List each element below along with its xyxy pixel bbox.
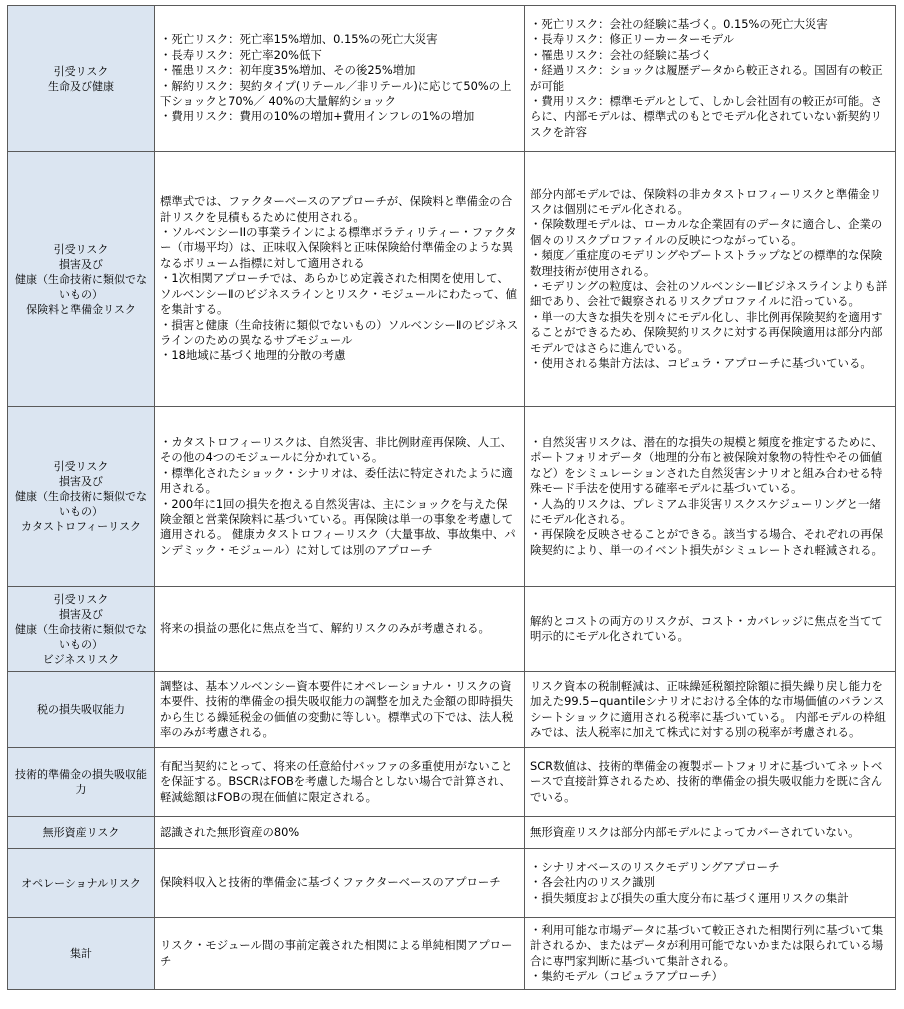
row-header-cell xyxy=(8,817,155,849)
internal-model-cell xyxy=(525,918,896,990)
standard-formula-line: 調整は、基本ソルベンシー資本要件にオペレーショナル・リスクの資本要件、技術的準備金の損失吸収能力の調整を加えた金額の即時損失から生じる繰延税金の価値の変動に等しい。標準式の下では、法人税率のみが考慮される。 xyxy=(160,678,514,739)
internal-model-cell xyxy=(525,672,896,748)
row-header-line: 健康（生命技術に類似でないもの） xyxy=(15,622,147,651)
internal-model-line: ・損失頻度および損失の重大度分布に基づく運用リスクの集計 xyxy=(530,890,849,905)
row-header-line: 損害及び xyxy=(59,475,103,488)
row-header-line: 税の損失吸収能力 xyxy=(37,703,125,716)
row-header-line: 生命及び健康 xyxy=(48,79,114,93)
standard-formula-line: ・長寿リスク：死亡率20%低下 xyxy=(160,47,322,62)
row-header-line: 健康（生命技術に類似でないもの） xyxy=(15,272,147,301)
internal-model-line: ・長寿リスク：修正リーカーターモデル xyxy=(530,32,735,47)
row-header-line: 保険料と準備金リスク xyxy=(26,302,136,316)
internal-model-line: ・罹患リスク：会社の経験に基づく xyxy=(530,47,713,62)
row-header-line: 健康（生命技術に類似でないもの） xyxy=(15,490,147,518)
standard-formula-cell xyxy=(155,918,525,990)
standard-formula-cell xyxy=(155,817,525,849)
standard-formula-line: 標準式では、ファクターベースのアプローチが、保険料と準備金の合計リスクを見積もるために使用される。 xyxy=(160,194,513,224)
standard-formula-line: 認識された無形資産の80% xyxy=(160,824,300,839)
internal-model-cell xyxy=(525,849,896,918)
row-header-line: 引受リスク xyxy=(53,242,109,256)
internal-model-line: ・経過リスク：ショックは履歴データから較正される。国固有の較正が可能 xyxy=(530,63,883,93)
internal-model-line: ・再保険を反映させることができる。該当する場合、それぞれの再保険契約により、単一のイベント損失がシミュレートされ軽減される。 xyxy=(530,527,884,557)
table-row xyxy=(8,849,896,918)
standard-formula-line: ・罹患リスク：初年度35%増加、その後25%増加 xyxy=(160,63,416,78)
internal-model-line: リスク資本の税制軽減は、正味繰延税額控除額に損失繰り戻し能力を加えた99.5−quantileシナリオにおける全体的な市場価値のバランスシートショックに適用される税率に基づいている。 内部モデルの枠組みでは、法人税率に加えて株式に対する別の税率が考慮される。 xyxy=(530,678,886,739)
table-row xyxy=(8,672,896,748)
row-header-line: 無形資産リスク xyxy=(42,826,120,839)
internal-model-line: 無形資産リスクは部分内部モデルによってカバーされていない。 xyxy=(530,824,860,839)
standard-formula-line: ・死亡リスク：死亡率15%増加、0.15%の死亡大災害 xyxy=(160,32,438,47)
standard-formula-cell xyxy=(155,152,525,407)
standard-formula-line: ・ソルベンシーIIの事業ラインによる標準ボラティリティー・ファクター（市場平均）は、正味収入保険料と正味保険給付準備金のような異なるボリューム指標に対して適用される xyxy=(160,225,517,270)
row-header-cell xyxy=(8,407,155,587)
internal-model-line: ・モデリングの粒度は、会社のソルベンシーⅡビジネスラインよりも詳細であり、会社で観察されるリスクプロファイルに沿っている。 xyxy=(530,279,888,309)
standard-formula-line: ・費用リスク：費用の10%の増加+費用インフレの1%の増加 xyxy=(160,109,475,124)
standard-formula-cell xyxy=(155,407,525,587)
table-row xyxy=(8,6,896,152)
standard-formula-cell xyxy=(155,748,525,817)
row-header-cell xyxy=(8,672,155,748)
internal-model-line: ・各会社内のリスク識別 xyxy=(530,875,656,890)
internal-model-line: ・集約モデル（コピュラアプローチ） xyxy=(530,968,724,983)
standard-formula-line: リスク・モジュール間の事前定義された相関による単純相関アプローチ xyxy=(160,938,513,968)
internal-model-line: ・死亡リスク：会社の経験に基づく。0.15%の死亡大災害 xyxy=(530,16,828,31)
row-header-line: 集計 xyxy=(70,947,92,960)
internal-model-cell xyxy=(525,6,896,152)
internal-model-cell xyxy=(525,152,896,407)
row-header-line: 引受リスク xyxy=(53,592,109,606)
standard-formula-line: ・解約リスク：契約タイプ(リテール／非リテール)に応じて50%の上下ショックと70%／ 40%の大量解約ショック xyxy=(160,78,512,108)
internal-model-line: 解約とコストの両方のリスクが、コスト・カバレッジに焦点を当てて明示的にモデル化されている。 xyxy=(530,613,883,643)
row-header-cell xyxy=(8,918,155,990)
row-header-line: 技術的準備金の損失吸収能力 xyxy=(15,768,147,796)
row-header-line: 引受リスク xyxy=(53,64,109,78)
row-header-line: 損害及び xyxy=(59,607,103,621)
row-header-line: 損害及び xyxy=(59,257,103,271)
internal-model-line: ・利用可能な市場データに基づいて較正された相関行列に基づいて集計されるか、またはデータが利用可能でないかまたは限られている場合に専門家判断に基づいて集計される。 xyxy=(530,922,884,968)
internal-model-cell xyxy=(525,817,896,849)
row-header-cell xyxy=(8,152,155,407)
row-header-line: カタストロフィーリスク xyxy=(21,520,141,533)
internal-model-line: ・自然災害リスクは、潜在的な損失の規模と頻度を推定するために、ポートフォリオデータ（地理的分布と被保険対象物の特性やその価値など）をシミュレーションされた自然災害シナリオと組み合わせる特殊モード手法を使用する確率モデルに基づいている。 xyxy=(530,434,883,496)
row-header-cell xyxy=(8,587,155,672)
row-header-line: ビジネスリスク xyxy=(42,652,120,666)
internal-model-line: ・使用される集計方法は、コピュラ・アプローチに基づいている。 xyxy=(530,356,872,371)
standard-formula-line: 将来の損益の悪化に焦点を当て、解約リスクのみが考慮される。 xyxy=(160,621,490,636)
standard-formula-line: 有配当契約にとって、将来の任意給付バッファの多重使用がないことを保証する。BSCRはFOBを考慮した場合としない場合で計算され、軽減総額はFOBの現在価値に限定される。 xyxy=(160,758,513,804)
internal-model-line: ・シナリオベースのリスクモデリングアプローチ xyxy=(530,859,780,874)
standard-formula-cell xyxy=(155,587,525,672)
standard-formula-cell xyxy=(155,672,525,748)
table-row xyxy=(8,587,896,672)
row-header-cell xyxy=(8,6,155,152)
standard-formula-line: ・カタストロフィーリスクは、自然災害、非比例財産再保険、人工、その他の4つのモジュールに分かれている。 xyxy=(160,434,512,465)
internal-model-line: ・保険数理モデルは、ローカルな企業固有のデータに適合し、企業の個々のリスクプロファイルの反映につながっている。 xyxy=(530,217,883,247)
standard-formula-line: 保険料収入と技術的準備金に基づくファクターベースのアプローチ xyxy=(160,875,501,890)
standard-formula-line: ・標準化されたショック・シナリオは、委任法に特定されたように適用される。 xyxy=(160,465,513,496)
standard-formula-line: ・損害と健康（生命技術に類似でないもの）ソルベンシーⅡのビジネスラインのための異なるサブモジュール xyxy=(160,317,519,347)
internal-model-line: ・頻度／重症度のモデリングやブートストラップなどの標準的な保険数理技術が使用される。 xyxy=(530,248,883,278)
standard-formula-cell xyxy=(155,849,525,918)
table-row xyxy=(8,152,896,407)
internal-model-cell xyxy=(525,748,896,817)
internal-model-line: 部分内部モデルでは、保険料の非カタストロフィーリスクと準備金リスクは個別にモデル化される。 xyxy=(530,186,882,216)
table-row xyxy=(8,817,896,849)
standard-formula-cell xyxy=(155,6,525,152)
table-row xyxy=(8,407,896,587)
row-header-line: 引受リスク xyxy=(53,460,109,473)
internal-model-line: ・人為的リスクは、プレミアム非災害リスクスケジューリングと一緒にモデル化される。 xyxy=(530,496,881,526)
internal-model-line: SCR数値は、技術的準備金の複製ポートフォリオに基づいてネットベースで直接計算されるため、技術的準備金の損失吸収能力を既に含んでいる。 xyxy=(530,758,883,804)
internal-model-line: ・費用リスク：標準モデルとして、しかし会社固有の較正が可能。さらに、内部モデルは、標準式のもとでモデル化されていない新契約リスクを許容 xyxy=(530,93,883,139)
standard-formula-line: ・200年に1回の損失を抱える自然災害は、主にショックを与えた保険金額と営業保険料に基づいている。再保険は単一の事象を考慮して適用される。 健康カタストロフィーリスク（大量事故、事故集中、パンデミック・モジュール）に対しては別のアプローチ xyxy=(160,496,516,557)
comparison-table-body xyxy=(8,6,896,990)
internal-model-line: ・単一の大きな損失を別々にモデル化し、非比例再保険契約を適用することができるため、保険契約リスクに対する再保険適用は部分内部モデルではさらに進んでいる。 xyxy=(530,309,883,355)
internal-model-cell xyxy=(525,587,896,672)
row-header-cell xyxy=(8,849,155,918)
standard-formula-line: ・1次相関アプローチでは、あらかじめ定義された相関を使用して、ソルベンシーⅡのビジネスラインとリスク・モジュールにわたって、値を集計する。 xyxy=(160,271,517,317)
table-row xyxy=(8,748,896,817)
internal-model-cell xyxy=(525,407,896,587)
standard-formula-line: ・18地域に基づく地理的分散の考慮 xyxy=(160,348,346,363)
table-row xyxy=(8,918,896,990)
comparison-table xyxy=(7,5,896,990)
row-header-cell xyxy=(8,748,155,817)
row-header-line: オペレーショナルリスク xyxy=(21,876,141,890)
